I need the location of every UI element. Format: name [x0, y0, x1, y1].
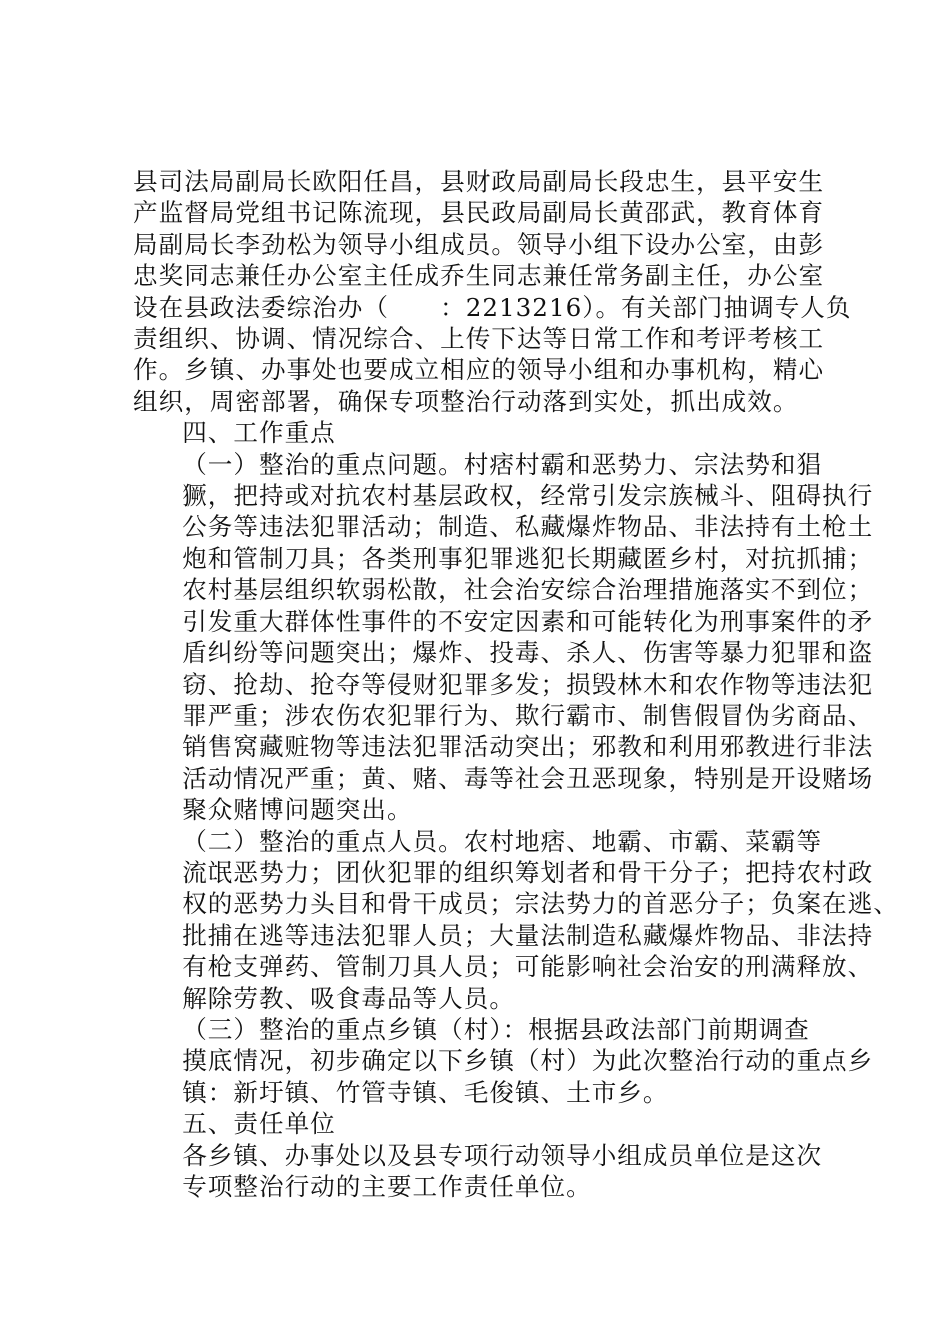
text-line: 各乡镇、办事处以及县专项行动领导小组成员单位是这次: [182, 1140, 823, 1170]
text-line: 獗，把持或对抗农村基层政权，经常引发宗族械斗、阻碍执行: [182, 481, 874, 511]
text-line: 四、工作重点: [182, 418, 336, 448]
text-line: 罪严重；涉农伤农犯罪行为、欺行霸市、制售假冒伪劣商品、: [182, 700, 874, 730]
text-line: 批捕在逃等违法犯罪人员；大量法制造私藏爆炸物品、非法持: [182, 920, 874, 950]
text-line: 有枪支弹药、管制刀具人员；可能影响社会治安的刑满释放、: [182, 952, 874, 982]
text-line: 公务等违法犯罪活动；制造、私藏爆炸物品、非法持有土枪土: [182, 512, 874, 542]
text-line: 忠奖同志兼任办公室主任成乔生同志兼任常务副主任，办公室: [133, 261, 825, 291]
document-body: [133, 166, 899, 1202]
text-line: 权的恶势力头目和骨干成员；宗法势力的首恶分子；负案在逃、: [182, 889, 899, 919]
text-line: 五、责任单位: [182, 1109, 336, 1139]
text-line: 活动情况严重；黄、赌、毒等社会丑恶现象，特别是开设赌场: [182, 763, 874, 793]
text-line: 局副局长李劲松为领导小组成员。领导小组下设办公室，由彭: [133, 229, 825, 259]
text-line: 炮和管制刀具；各类刑事犯罪逃犯长期藏匿乡村，对抗抓捕；: [182, 543, 874, 573]
text-line: 窃、抢劫、抢夺等侵财犯罪多发；损毁林木和农作物等违法犯: [182, 669, 874, 699]
text-line: 销售窝藏赃物等违法犯罪活动突出；邪教和利用邪教进行非法: [182, 732, 874, 762]
body-paragraph: [133, 826, 899, 1014]
text-line: 盾纠纷等问题突出；爆炸、投毒、杀人、伤害等暴力犯罪和盗: [182, 638, 874, 668]
text-line: 农村基层组织软弱松散，社会治安综合治理措施落实不到位；: [182, 575, 874, 605]
text-line: 引发重大群体性事件的不安定因素和可能转化为刑事案件的矛: [182, 606, 874, 636]
text-line: 解除劳教、吸食毒品等人员。: [182, 983, 515, 1013]
body-paragraph: [133, 166, 852, 417]
section-heading: [133, 1108, 823, 1139]
text-line: 镇：新圩镇、竹管寺镇、毛俊镇、土市乡。: [182, 1077, 669, 1107]
text-line: 摸底情况，初步确定以下乡镇（村）为此次整治行动的重点乡: [182, 1046, 874, 1076]
text-line: 产监督局党组书记陈流现，县民政局副局长黄邵武，教育体育: [133, 198, 825, 228]
body-paragraph: [133, 1140, 823, 1203]
text-line: 责组织、协调、情况综合、上传下达等日常工作和考评考核工: [133, 324, 825, 354]
body-paragraph: [133, 1014, 874, 1108]
body-paragraph: [133, 449, 874, 826]
text-line: 专项整治行动的主要工作责任单位。: [182, 1172, 592, 1201]
text-line: （三）整治的重点乡镇（村）：根据县政法部门前期调查: [182, 1014, 810, 1044]
text-line: 组织，周密部署，确保专项整治行动落到实处，抓出成效。: [133, 386, 799, 416]
text-line: （一）整治的重点问题。村痞村霸和恶势力、宗法势和猖: [182, 449, 823, 479]
text-line: 聚众赌博问题突出。: [182, 795, 413, 825]
text-line: （二）整治的重点人员。农村地痞、地霸、市霸、菜霸等: [182, 826, 823, 856]
text-line: 设在县政法委综治办（ ：2213216）。有关部门抽调专人负: [133, 292, 852, 322]
section-heading: [133, 417, 823, 448]
text-line: 流氓恶势力；团伙犯罪的组织筹划者和骨干分子；把持农村政: [182, 857, 874, 887]
text-line: 县司法局副局长欧阳任昌，县财政局副局长段忠生，县平安生: [133, 167, 825, 196]
text-line: 作。乡镇、办事处也要成立相应的领导小组和办事机构，精心: [133, 355, 825, 385]
